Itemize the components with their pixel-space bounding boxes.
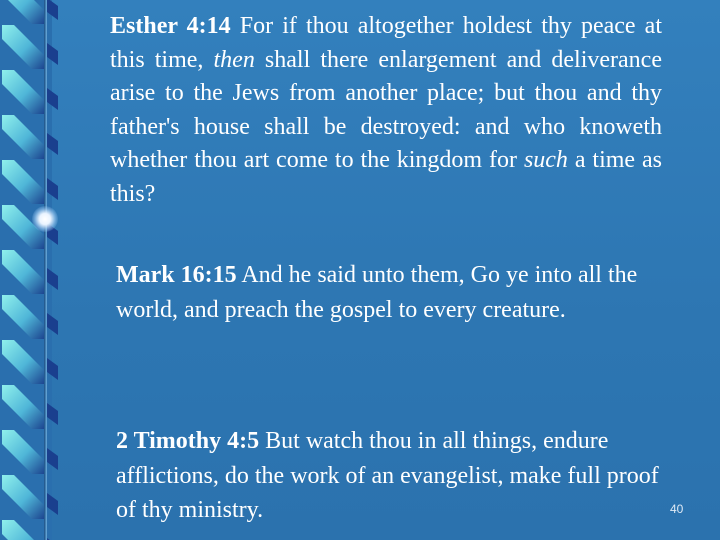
chevron-shadow bbox=[47, 0, 58, 20]
chevron-shape bbox=[2, 430, 44, 474]
chevron-shadow bbox=[47, 493, 58, 515]
slide-number: 40 bbox=[670, 502, 684, 516]
chevron-shadow bbox=[47, 268, 58, 290]
verse-reference: Esther 4:14 bbox=[110, 13, 231, 39]
chevron-shape bbox=[2, 475, 44, 519]
chevron-shape bbox=[2, 25, 44, 69]
verse-emphasis: then bbox=[213, 46, 255, 73]
verse-text: For if thou altogether holdest thy peace at this time, bbox=[110, 13, 662, 73]
chevron-shape bbox=[2, 70, 44, 114]
verse-text: And he said unto them, Go ye into all the world, and preach the gospel to every creature. bbox=[116, 262, 638, 323]
verse-text: shall there enlargement and deliverance arise to the Jews from another place; but thou and thy father's house shall be destroyed: and who knoweth whether thou art come to the kingdom for bbox=[110, 46, 662, 174]
verse-esther bbox=[110, 10, 662, 212]
chevron-shadow bbox=[47, 43, 58, 65]
glow-orb bbox=[32, 206, 58, 232]
verse-reference: Mark 16:15 bbox=[116, 262, 237, 288]
verse-timothy bbox=[116, 424, 676, 528]
verse-mark bbox=[116, 258, 676, 327]
vertical-rule bbox=[44, 0, 47, 540]
chevron-shape bbox=[2, 250, 44, 294]
chevron-shadow bbox=[47, 448, 58, 470]
chevron-shadow bbox=[47, 178, 58, 200]
verse-text: a time as this? bbox=[110, 147, 662, 207]
chevron-shape bbox=[2, 160, 44, 204]
decorative-left-strip bbox=[0, 0, 82, 540]
chevron-shadow bbox=[47, 88, 58, 110]
chevron-shape bbox=[2, 340, 44, 384]
chevron-shadow bbox=[47, 403, 58, 425]
chevron-shape bbox=[2, 295, 44, 339]
verse-emphasis: such bbox=[523, 147, 568, 174]
verse-reference: 2 Timothy 4:5 bbox=[116, 428, 260, 454]
chevron-shape bbox=[2, 115, 44, 159]
chevron-shadow bbox=[47, 133, 58, 155]
verse-text: But watch thou in all things, endure afflictions, do the work of an evangelist, make full proof of thy ministry. bbox=[116, 428, 659, 524]
chevron-shadow bbox=[47, 358, 58, 380]
chevron-shape bbox=[2, 520, 44, 540]
chevron-pattern bbox=[0, 0, 82, 540]
chevron-shape bbox=[2, 0, 44, 24]
chevron-shape bbox=[2, 385, 44, 429]
chevron-shadow bbox=[47, 313, 58, 335]
